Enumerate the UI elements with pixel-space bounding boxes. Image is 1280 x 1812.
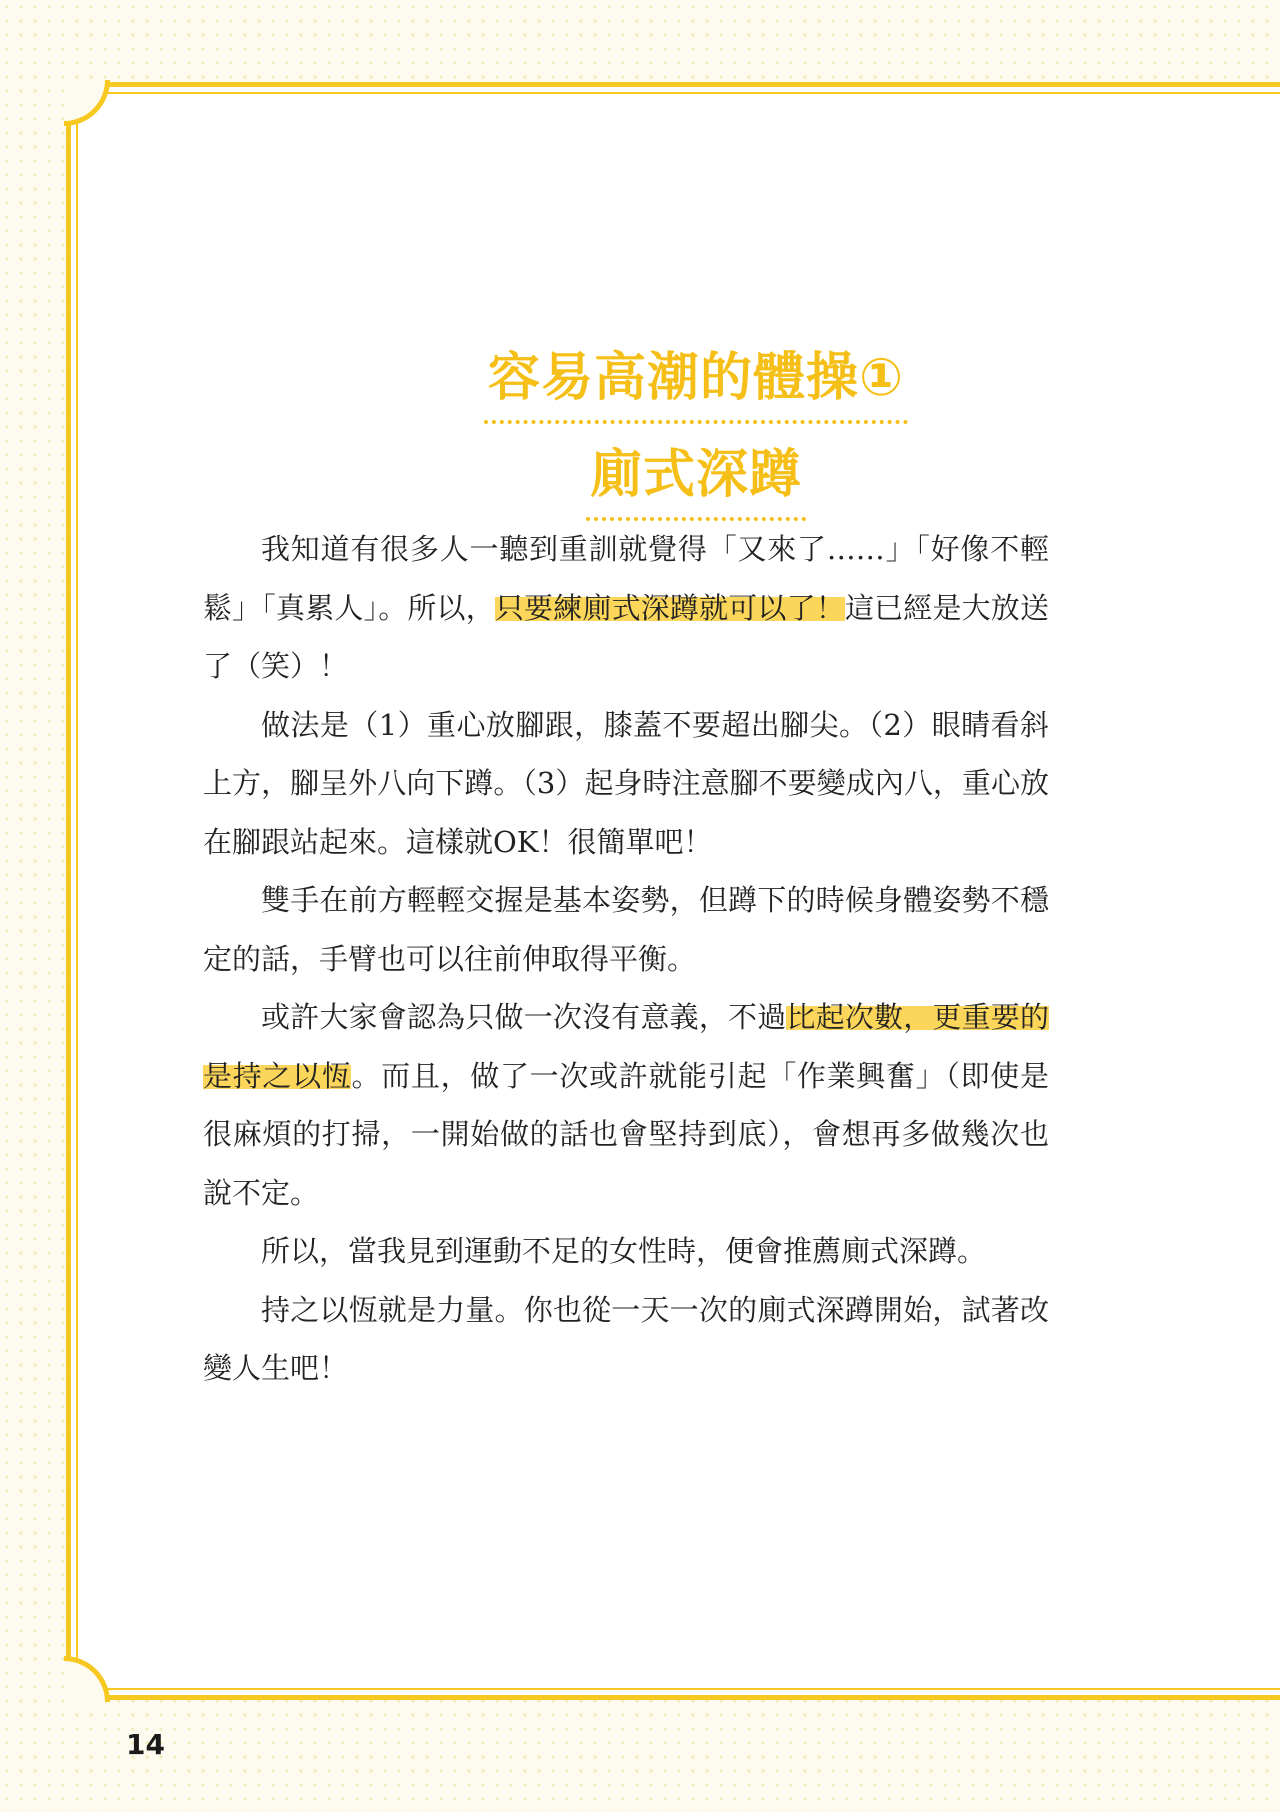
paragraph <box>203 1222 1049 1281</box>
text-run: 雙手在前方輕輕交握是基本姿勢，但蹲下的時候身體姿勢不穩定的話，手臂也可以往前伸取得平衡。 <box>203 883 1049 976</box>
paragraph <box>203 988 1049 1222</box>
text-run: 這已經是大放送了（笑）！ <box>203 590 1049 683</box>
heading-line-2: 廁式深蹲 <box>71 432 1280 521</box>
paragraph <box>203 696 1049 872</box>
paragraph <box>203 871 1049 988</box>
text-run: 。而且，做了一次或許就能引起「作業興奮」（即使是很麻煩的打掃，一開始做的話也會堅持到底），會想再多做幾次也說不定。 <box>203 1058 1049 1210</box>
highlighted-text: 比起次數，更重要的是持之以恆 <box>203 1000 1049 1093</box>
paragraph <box>203 1281 1049 1398</box>
heading-line-1: 容易高潮的體操① <box>71 335 1280 424</box>
page-number: 14 <box>126 1728 165 1761</box>
text-run: 或許大家會認為只做一次沒有意義，不過 <box>261 1000 787 1034</box>
highlighted-text: 只要練廁式深蹲就可以了！ <box>494 590 845 625</box>
paragraph <box>203 520 1049 696</box>
text-run: 持之以恆就是力量。你也從一天一次的廁式深蹲開始，試著改變人生吧！ <box>203 1292 1049 1385</box>
text-run: 做法是（1）重心放腳跟，膝蓋不要超出腳尖。（2）眼睛看斜上方，腳呈外八向下蹲。（3）起身時注意腳不要變成內八，重心放在腳跟站起來。這樣就OK！很簡單吧！ <box>203 707 1049 859</box>
text-run: 所以，當我見到運動不足的女性時，便會推薦廁式深蹲。 <box>261 1234 987 1268</box>
body-text <box>203 520 1049 1398</box>
text-run: 我知道有很多人一聽到重訓就覺得「又來了……」「好像不輕鬆」「真累人」。所以， <box>203 532 1049 625</box>
